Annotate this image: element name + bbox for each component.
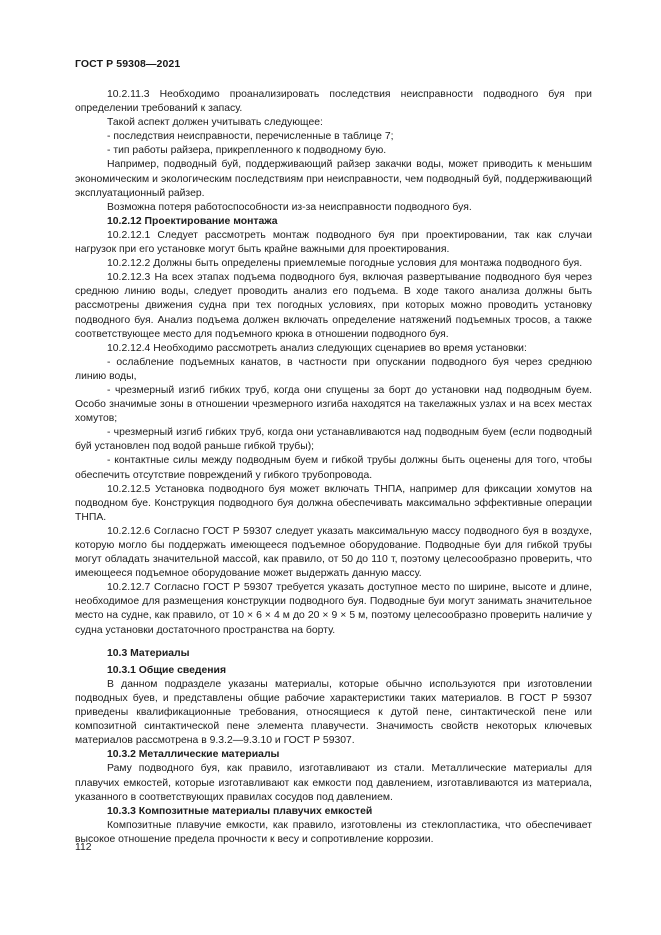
section-heading: 10.3.3 Композитные материалы плавучих емкостей [107,805,373,817]
paragraph: В данном подразделе указаны материалы, которые обычно используются при изготовлении подводных буев, и представлены общие рабочие характеристики таких материалов. В ГОСТ Р 59307 приведены квалификационные требования, относящиеся к дутой пене, синтактической пене или композитной синтактической пене элемента плавучести. Значимость свойств некоторых ключевых материалов рассмотрена в 9.3.2—9.3.10 и ГОСТ Р 59307. [75,678,592,747]
paragraph: 10.2.12.4 Необходимо рассмотреть анализ следующих сценариев во время установки: [107,342,527,354]
paragraph: Такой аспект должен учитывать следующее: [107,117,323,129]
page-number: 112 [75,842,92,853]
paragraph: 10.2.12.3 На всех этапах подъема подводного буя, включая развертывание подводного буя через среднюю линию воды, следует проводить анализ его подъема. В ходе такого анализа должны быть рассмотрены движения судна при тех погодных условиях, при которых можно проводить установку подводного буя. Анализ подъема должен включать определение натяжений подъемных тросов, а также соответствующее место для подъемного крюка в отношении подводного буя. [75,272,592,340]
paragraph: 10.2.12.1 Следует рассмотреть монтаж подводного буя при проектировании, так как случаи нагрузок при его установке могут быть крайне важными для проектирования. [75,229,592,256]
list-item: - тип работы райзера, прикрепленного к подводному бую. [107,145,387,157]
paragraph: 10.2.12.6 Согласно ГОСТ Р 59307 следует указать максимальную массу подводного буя в воздухе, которую могло бы поддержать имеющееся подъемное оборудование. Подводные буи для гибкой трубы могут обладать значительной массой, как правило, от 50 до 110 т, поэтому целесообразно проверить, что имеющееся подъемное оборудование может выдержать данную массу. [75,525,592,580]
paragraph: 10.2.12.2 Должны быть определены приемлемые погодные условия для монтажа подводного буя. [107,258,583,270]
paragraph: Раму подводного буя, как правило, изготавливают из стали. Металлические материалы для плавучих емкостей, которые изготавливают как емкости под давлением, изготавливаются из материала, указанного в соответствующих правилах сосудов под давлением. [75,763,592,803]
section-title: 10.3 Материалы [107,647,190,659]
paragraph: Например, подводный буй, поддерживающий райзер закачки воды, может приводить к меньшим экономическим и экологическим последствиям при неисправности, чем подводный буй, поддерживающий эксплуатационный райзер. [75,159,592,199]
list-item: - чрезмерный изгиб гибких труб, когда они спущены за борт до установки над подводным буем. Особо значимые зоны в отношении чрезмерного изгиба находятся на такелажных узлах и на всех местах хомутов; [75,384,592,425]
section-heading: 10.3.2 Металлические материалы [107,749,280,761]
paragraph: 10.2.12.5 Установка подводного буя может включать ТНПА, например для фиксации хомутов на подводном буе. Конструкция подводного буя должна обеспечивать максимально эффективные операции ТНПА. [75,483,592,523]
document-header: ГОСТ Р 59308—2021 [75,58,181,70]
paragraph: 10.2.12.7 Согласно ГОСТ Р 59307 требуется указать доступное место по ширине, высоте и длине, необходимое для размещения конструкции подводного буя. Подводные буи могут занимать значительное место на судне, как правило, от 10 × 6 × 4 м до 20 × 9 × 5 м, поэтому целесообразно проверить наличие у судна установки достаточного пространства на борту. [75,582,592,636]
section-heading: 10.3.1 Общие сведения [107,664,227,676]
section-heading: 10.2.12 Проектирование монтажа [107,215,278,227]
paragraph: Возможна потеря работоспособности из-за неисправности подводного буя. [107,201,472,213]
paragraph: Композитные плавучие емкости, как правило, изготовлены из стеклопластика, что обеспечивает высокое отношение предела прочности к весу и сопротивление коррозии. [75,819,592,845]
list-item: - чрезмерный изгиб гибких труб, когда они устанавливаются над подводным буем (если подводный буй установлен под водой раньше гибкой трубы); [75,427,592,453]
list-item: - ослабление подъемных канатов, в частности при опускании подводного буя через среднюю линию воды, [75,356,592,382]
paragraph: 10.2.11.3 Необходимо проанализировать последствия неисправности подводного буя при определении требований к запасу. [75,89,592,115]
list-item: - контактные силы между подводным буем и гибкой трубы должны быть оценены для того, чтобы обеспечить отсутствие повреждений у гибкого трубопровода. [75,455,592,481]
list-item: - последствия неисправности, перечисленные в таблице 7; [107,131,394,143]
document-body [75,88,592,847]
